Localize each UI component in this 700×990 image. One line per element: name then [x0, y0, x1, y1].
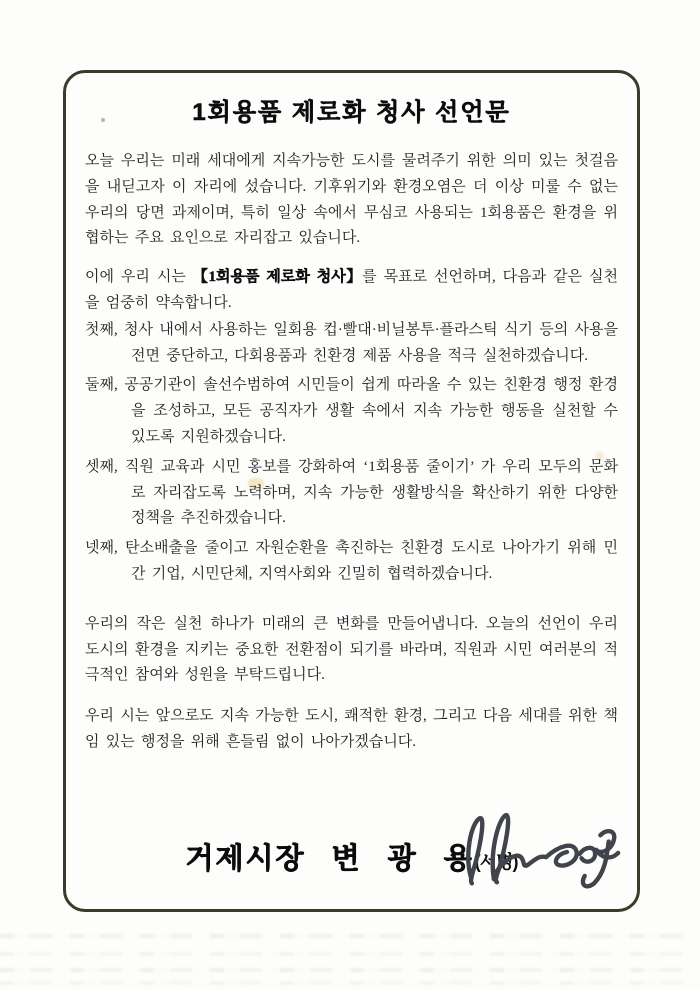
signature-sign-label: (서명): [474, 852, 518, 872]
scan-noise-band: [0, 968, 700, 972]
signature-name: 거제시장 변 광 용: [185, 843, 474, 875]
intro-paragraph: 오늘 우리는 미래 세대에게 지속가능한 도시를 물려주기 위한 의미 있는 첫걸음을 내딛고자 이 자리에 섰습니다. 기후위기와 환경오염은 더 이상 미룰 수 없는 우리의 당면 과제이며, 특히 일상 속에서 무심코 사용되는 1회용품은 환경을 위협하는 주요 요인으로 자리잡고 있습니다.: [85, 153, 618, 247]
pledge-paragraph: [85, 265, 618, 317]
pledge-item-4: 넷째, 탄소배출을 줄이고 자원순환을 촉진하는 친환경 도시로 나아가기 위해 민간 기업, 시민단체, 지역사회와 긴밀히 협력하겠습니다.: [85, 540, 618, 582]
signature-line: [85, 836, 618, 891]
pledge-item-3: 셋째, 직원 교육과 시민 홍보를 강화하여 ‘1회용품 줄이기’ 가 우리 모두의 문화로 자리잡도록 노력하며, 지속 가능한 생활방식을 확산하기 위한 다양한 정책을 추진하겠습니다.: [85, 458, 618, 527]
scan-noise-band: [0, 934, 700, 938]
pledge-text-after: 를 목표로 선언하며, 다음과 같은 실천을 엄중히 약속합니다.: [85, 269, 618, 311]
pledge-highlight: 【1회용품 제로화 청사】: [192, 269, 363, 286]
pledge-item-2: 둘째, 공공기관이 솔선수범하여 시민들이 쉽게 따라올 수 있는 친환경 행정 환경을 조성하고, 모든 공직자가 생활 속에서 지속 가능한 행동을 실천할 수 있도록 지원하겠습니다.: [85, 377, 618, 445]
closing-paragraph-1: 우리의 작은 실천 하나가 미래의 큰 변화를 만들어냅니다. 오늘의 선언이 우리 도시의 환경을 지키는 중요한 전환점이 되기를 바라며, 직원과 시민 여러분의 적극적인 참여와 성원을 부탁드립니다.: [85, 615, 618, 684]
scan-noise-band: [0, 981, 700, 985]
document-title: 1회용품 제로화 청사 선언문: [192, 99, 511, 126]
closing-paragraph-2: 우리 시는 앞으로도 지속 가능한 도시, 쾌적한 환경, 그리고 다음 세대를 위한 책임 있는 행정을 위해 흔들림 없이 나아가겠습니다.: [85, 708, 618, 750]
pledge-text-before: 이에 우리 시는: [85, 269, 193, 286]
scan-noise-band: [0, 952, 700, 956]
signature-stroke: [468, 815, 618, 886]
pledge-item-1: 첫째, 청사 내에서 사용하는 일회용 컵·빨대·비닐봉투·플라스틱 식기 등의 사용을 전면 중단하고, 다회용품과 친환경 제품 사용을 적극 실천하겠습니다.: [85, 321, 618, 364]
document-frame: [63, 70, 640, 912]
